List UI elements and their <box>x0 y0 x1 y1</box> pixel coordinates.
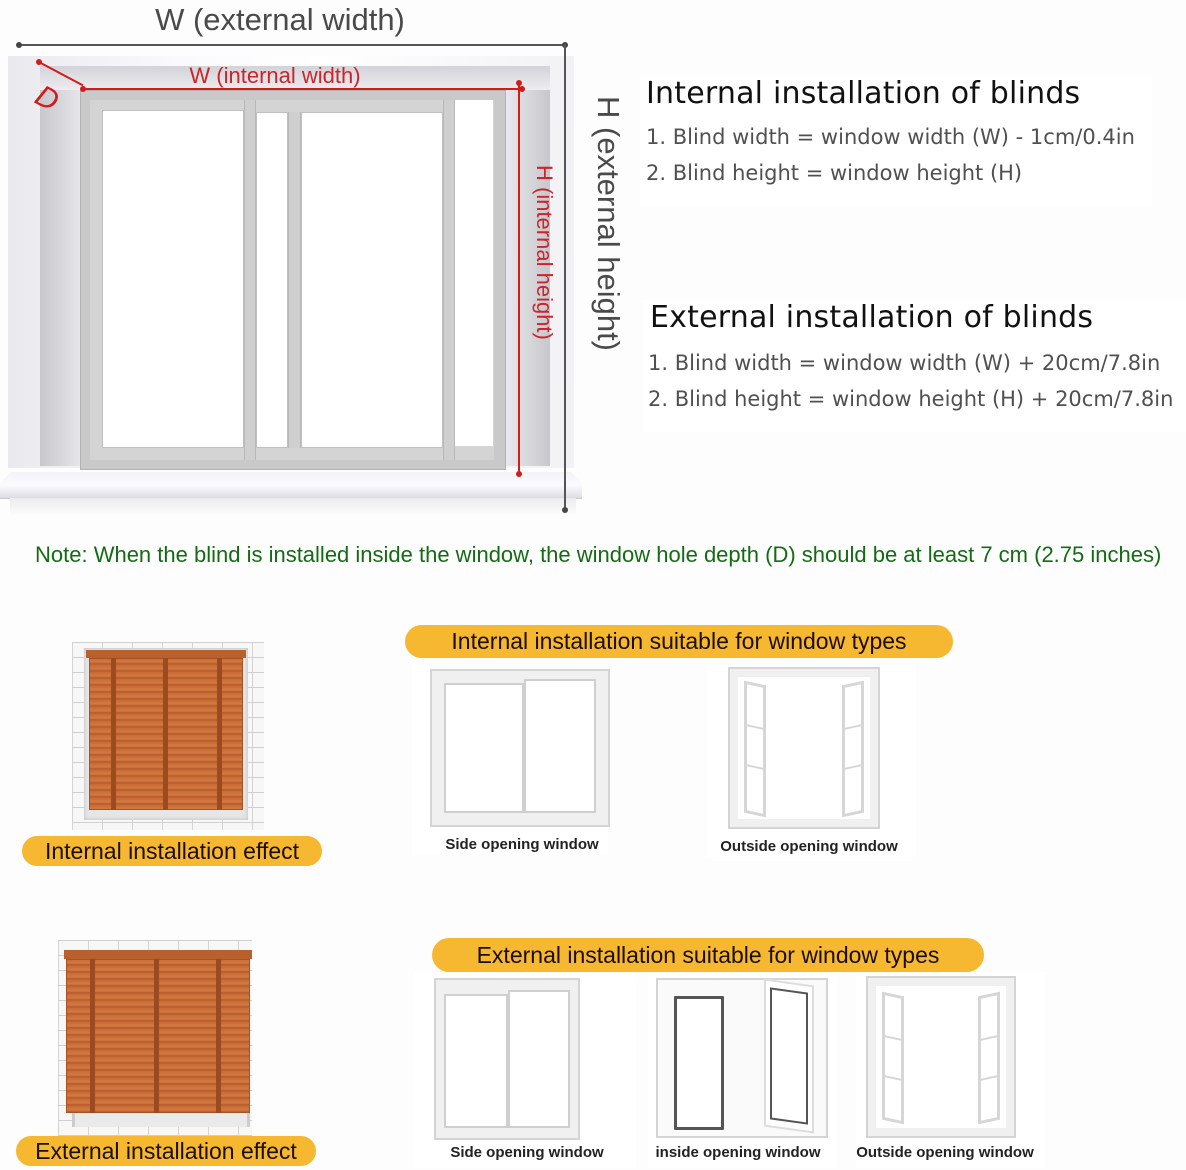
internal-type-side-opening <box>412 665 608 855</box>
measure-endpoint <box>516 471 522 477</box>
internal-rule: 1. Blind width = window width (W) - 1cm/0.4in <box>646 125 1135 149</box>
window-type-caption: Side opening window <box>450 1144 604 1161</box>
window-pane <box>444 994 508 1128</box>
blind-headrail <box>86 650 246 658</box>
sill-shadow <box>10 498 576 516</box>
left-casement <box>882 992 904 1125</box>
window-type-caption: inside opening window <box>655 1144 821 1161</box>
internal-width-label: W (internal width) <box>189 63 361 88</box>
window-type-caption: Side opening window <box>445 836 599 853</box>
internal-installation-formulas <box>640 76 1152 206</box>
external-width-label: W (external width) <box>155 2 405 37</box>
window-sill <box>72 1113 250 1127</box>
external-height-label: H (external height) <box>591 96 626 352</box>
depth-note: Note: When the blind is installed inside the window, the window hole depth (D) should be at least 7 cm (2.75 inches) <box>35 542 1162 567</box>
window-sill <box>0 472 582 499</box>
measure-endpoint <box>562 507 568 513</box>
ladder-tape <box>111 658 116 810</box>
open-sash <box>764 978 814 1133</box>
right-casement <box>978 992 1000 1125</box>
measure-endpoint <box>36 59 42 65</box>
measure-endpoint <box>80 86 86 92</box>
ladder-tape <box>90 959 95 1115</box>
external-type-outside-opening <box>856 972 1046 1168</box>
depth-label: D <box>29 78 65 119</box>
external-rule: 2. Blind height = window height (H) + 20cm/7.8in <box>648 387 1174 411</box>
external-installation-formulas <box>642 300 1186 432</box>
window-mullion <box>244 100 256 460</box>
internal-height-line <box>518 84 520 474</box>
external-effect-label: External installation effect <box>16 1136 316 1166</box>
ladder-tape <box>217 658 222 810</box>
ladder-tape <box>154 959 159 1113</box>
window-type-caption: Outside opening window <box>856 1144 1034 1161</box>
external-installation-title: External installation of blinds <box>650 300 1094 335</box>
internal-installation-title: Internal installation of blinds <box>646 76 1081 111</box>
external-type-inside-opening <box>648 972 838 1168</box>
external-width-line <box>18 44 566 46</box>
external-type-side-opening <box>414 972 636 1168</box>
glass-pane-edge <box>455 100 493 446</box>
measure-endpoint <box>16 42 22 48</box>
left-casement <box>744 681 766 818</box>
glass-pane-mid <box>256 112 288 448</box>
external-rule: 1. Blind width = window width (W) + 20cm/7.8in <box>648 351 1161 375</box>
measure-endpoint <box>516 80 522 86</box>
glass-pane-left <box>102 110 244 448</box>
window-pane <box>444 683 524 813</box>
internal-rule: 2. Blind height = window height (H) <box>646 161 1023 185</box>
right-casement <box>842 681 864 818</box>
internal-width-line <box>83 88 523 90</box>
external-types-label: External installation suitable for window types <box>432 938 984 972</box>
internal-effect-label: Internal installation effect <box>22 836 322 866</box>
window-type-caption: Outside opening window <box>720 838 898 855</box>
external-height-line <box>564 44 566 510</box>
window-pane <box>508 990 570 1128</box>
window-mullion <box>443 100 455 460</box>
internal-height-label: H (internal height) <box>532 165 557 340</box>
internal-types-label: Internal installation suitable for window types <box>405 625 953 658</box>
ladder-tape <box>163 658 168 810</box>
internal-type-outside-opening <box>706 665 916 857</box>
ladder-tape <box>216 959 221 1113</box>
blind-headrail <box>64 950 252 959</box>
fixed-pane <box>674 996 724 1130</box>
window-pane <box>524 679 596 813</box>
glass-pane-right <box>301 112 443 448</box>
window-mullion <box>288 112 301 448</box>
